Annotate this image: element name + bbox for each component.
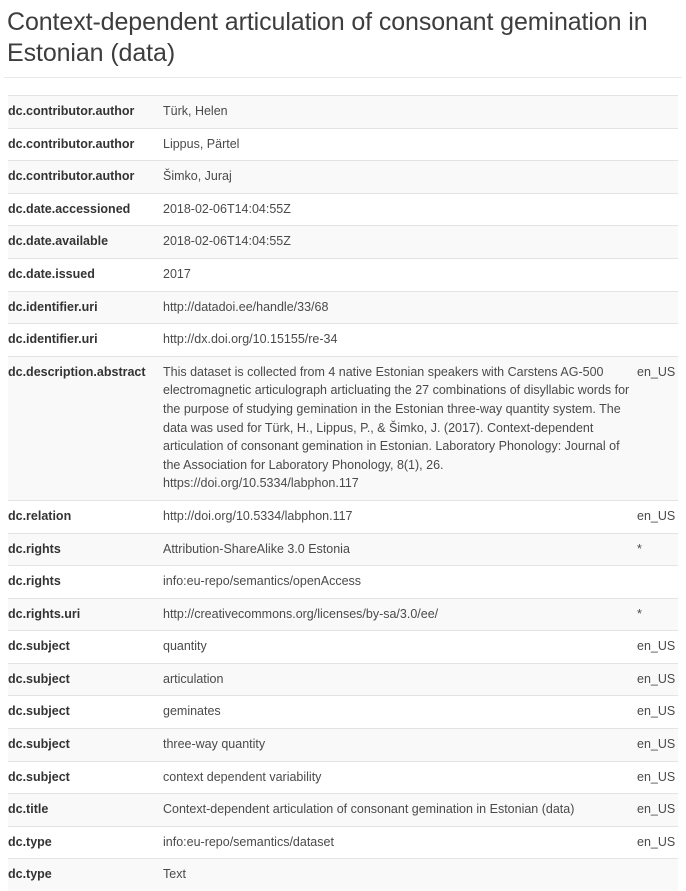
metadata-field-value: Text (163, 859, 637, 891)
metadata-field-language: en_US (637, 663, 678, 696)
metadata-field-label: dc.subject (8, 663, 163, 696)
metadata-field-language: en_US (637, 794, 678, 827)
table-row (8, 631, 678, 664)
metadata-field-language (637, 226, 678, 259)
table-row (8, 859, 678, 891)
metadata-field-label: dc.subject (8, 729, 163, 762)
metadata-field-value: 2018-02-06T14:04:55Z (163, 193, 637, 226)
metadata-table-container (0, 95, 686, 891)
metadata-field-language (637, 161, 678, 194)
metadata-field-label: dc.description.abstract (8, 356, 163, 500)
table-row (8, 193, 678, 226)
metadata-field-language (637, 258, 678, 291)
table-row (8, 128, 678, 161)
metadata-field-label: dc.rights (8, 533, 163, 566)
metadata-field-language (637, 291, 678, 324)
table-row (8, 663, 678, 696)
metadata-field-language (637, 96, 678, 129)
metadata-field-language: en_US (637, 826, 678, 859)
metadata-field-label: dc.rights.uri (8, 598, 163, 631)
table-row (8, 226, 678, 259)
metadata-field-label: dc.date.available (8, 226, 163, 259)
metadata-field-language (637, 324, 678, 357)
metadata-field-label: dc.subject (8, 761, 163, 794)
metadata-table (8, 95, 678, 891)
metadata-field-language: * (637, 533, 678, 566)
metadata-field-value: 2018-02-06T14:04:55Z (163, 226, 637, 259)
metadata-field-label: dc.subject (8, 696, 163, 729)
metadata-field-value: geminates (163, 696, 637, 729)
metadata-field-value: Šimko, Juraj (163, 161, 637, 194)
metadata-field-language: en_US (637, 696, 678, 729)
metadata-field-label: dc.date.issued (8, 258, 163, 291)
metadata-field-label: dc.subject (8, 631, 163, 664)
metadata-field-language: en_US (637, 631, 678, 664)
table-row (8, 356, 678, 500)
table-row (8, 500, 678, 533)
metadata-field-value: http://datadoi.ee/handle/33/68 (163, 291, 637, 324)
metadata-field-label: dc.identifier.uri (8, 291, 163, 324)
metadata-field-value: Context-dependent articulation of consonant gemination in Estonian (data) (163, 794, 637, 827)
metadata-field-value: Türk, Helen (163, 96, 637, 129)
metadata-field-value: http://doi.org/10.5334/labphon.117 (163, 500, 637, 533)
metadata-field-label: dc.identifier.uri (8, 324, 163, 357)
title-divider (4, 77, 682, 78)
metadata-field-label: dc.contributor.author (8, 128, 163, 161)
table-row (8, 761, 678, 794)
metadata-field-value: info:eu-repo/semantics/dataset (163, 826, 637, 859)
table-row (8, 598, 678, 631)
table-row (8, 729, 678, 762)
metadata-field-value: quantity (163, 631, 637, 664)
metadata-field-value: Attribution-ShareAlike 3.0 Estonia (163, 533, 637, 566)
metadata-field-value: Lippus, Pärtel (163, 128, 637, 161)
metadata-field-language: en_US (637, 356, 678, 500)
table-row (8, 324, 678, 357)
metadata-field-value: http://creativecommons.org/licenses/by-sa/3.0/ee/ (163, 598, 637, 631)
metadata-field-language (637, 193, 678, 226)
page-title: Context-dependent articulation of consonant gemination in Estonian (data) (0, 0, 686, 68)
metadata-field-value: 2017 (163, 258, 637, 291)
metadata-field-label: dc.contributor.author (8, 96, 163, 129)
metadata-field-value: This dataset is collected from 4 native Estonian speakers with Carstens AG-500 electromagnetic articulograph articluating the 27 combinations of disyllabic words for the purpose of studying gemination in the Estonian three-way quantity system. The data was used for Türk, H., Lippus, P., & Šimko, J. (2017). Context-dependent articulation of consonant gemination in Estonian. Laboratory Phonology: Journal of the Association for Laboratory Phonology, 8(1), 26. https://doi.org/10.5334/labphon.117 (163, 356, 637, 500)
metadata-field-value: context dependent variability (163, 761, 637, 794)
metadata-field-language (637, 566, 678, 599)
metadata-field-language (637, 128, 678, 161)
metadata-field-label: dc.rights (8, 566, 163, 599)
metadata-field-language (637, 859, 678, 891)
metadata-field-language: en_US (637, 729, 678, 762)
table-row (8, 291, 678, 324)
table-row (8, 161, 678, 194)
metadata-table-body (8, 96, 678, 891)
table-row (8, 96, 678, 129)
metadata-field-label: dc.date.accessioned (8, 193, 163, 226)
table-row (8, 566, 678, 599)
table-row (8, 826, 678, 859)
metadata-field-label: dc.title (8, 794, 163, 827)
metadata-field-label: dc.type (8, 826, 163, 859)
metadata-field-value: three-way quantity (163, 729, 637, 762)
metadata-field-language: * (637, 598, 678, 631)
metadata-field-language: en_US (637, 500, 678, 533)
metadata-field-language: en_US (637, 761, 678, 794)
metadata-field-label: dc.contributor.author (8, 161, 163, 194)
metadata-field-label: dc.type (8, 859, 163, 891)
metadata-field-value: http://dx.doi.org/10.15155/re-34 (163, 324, 637, 357)
table-row (8, 794, 678, 827)
table-row (8, 696, 678, 729)
metadata-field-label: dc.relation (8, 500, 163, 533)
table-row (8, 258, 678, 291)
table-row (8, 533, 678, 566)
metadata-field-value: info:eu-repo/semantics/openAccess (163, 566, 637, 599)
metadata-field-value: articulation (163, 663, 637, 696)
